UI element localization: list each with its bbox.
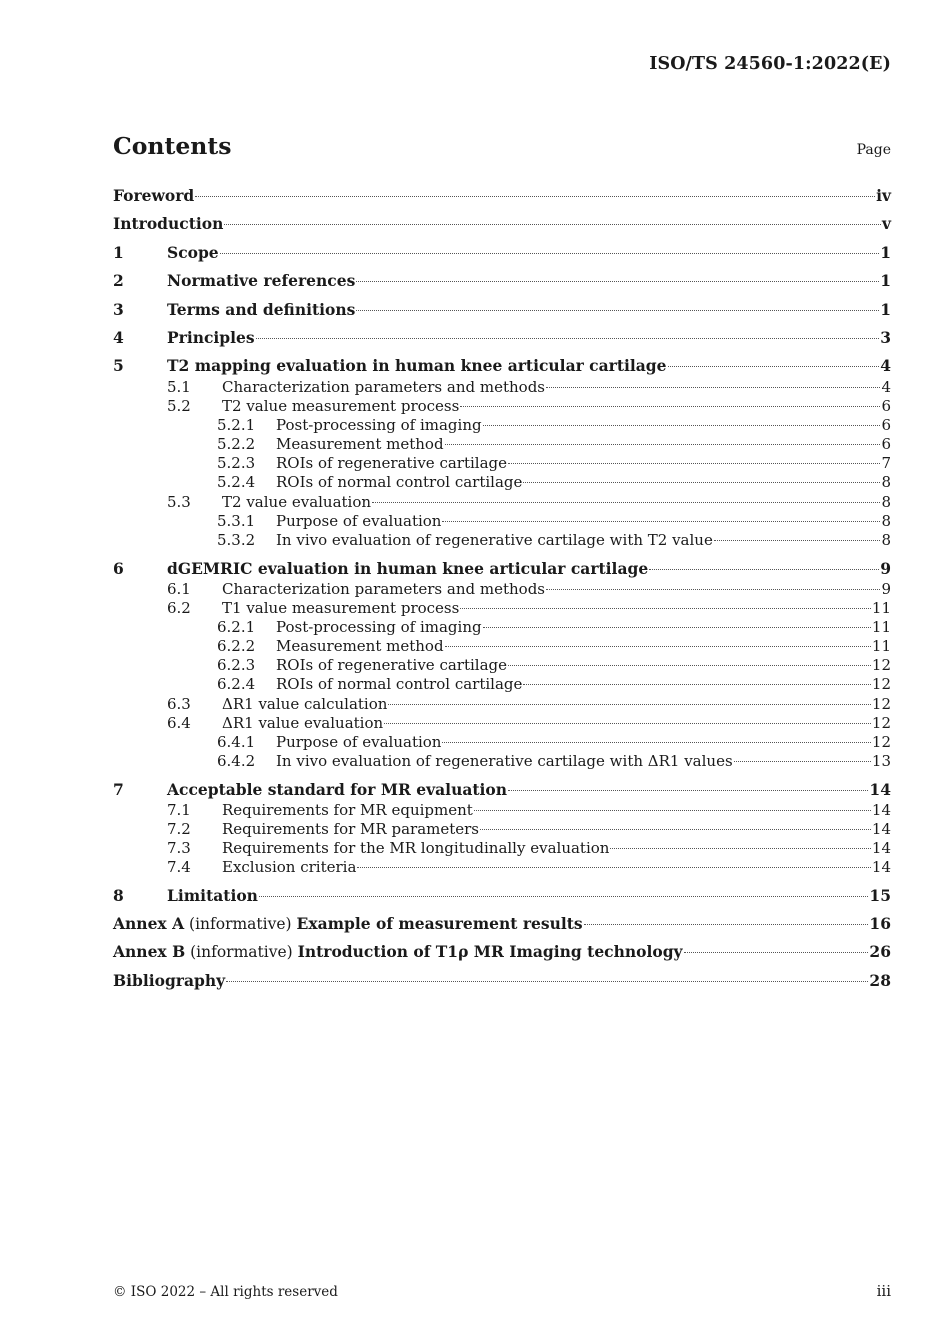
toc-entry-page: 12	[871, 656, 891, 674]
toc-entry-title: ROIs of regenerative cartilage	[276, 656, 508, 674]
toc-entry-page: 12	[871, 675, 891, 693]
dot-leader	[483, 627, 871, 628]
toc-entry-number: 5.3	[167, 493, 191, 511]
dot-leader	[445, 444, 881, 445]
copyright-notice: © ISO 2022 – All rights reserved	[113, 1284, 338, 1300]
page-title: Contents	[113, 132, 232, 160]
toc-entry-number: 6.2.4	[217, 675, 256, 693]
toc-entry-number: 6.2.2	[217, 637, 256, 655]
toc-entry-title: T2 value evaluation	[222, 493, 372, 511]
toc-entry-number: 5.3.1	[217, 512, 256, 530]
toc-entry-title: ROIs of normal control cartilage	[276, 473, 523, 491]
toc-entry-number: 7	[113, 780, 124, 799]
toc-entry[interactable]	[113, 942, 891, 962]
dot-leader	[734, 761, 871, 762]
toc-entry[interactable]	[113, 214, 891, 234]
toc-entry-number: 7.2	[167, 820, 191, 838]
dot-leader	[523, 684, 871, 685]
toc-entry-page: 9	[881, 580, 891, 598]
toc-entry-title: T1 value measurement process	[222, 599, 460, 617]
toc-entry-page: 6	[881, 416, 891, 434]
toc-entry-page: 14	[871, 839, 891, 857]
dot-leader	[256, 338, 880, 339]
toc-entry-title: Requirements for MR parameters	[222, 820, 480, 838]
toc-entry-page: 1	[880, 271, 891, 290]
dot-leader	[460, 608, 871, 609]
dot-leader	[684, 952, 869, 953]
toc-entry[interactable]	[113, 914, 891, 934]
toc-entry[interactable]	[113, 530, 891, 550]
toc-entry[interactable]	[113, 732, 891, 752]
toc-entry-page: 3	[880, 328, 891, 347]
toc-entry-page: 11	[871, 599, 891, 617]
toc-entry-title: Introduction	[113, 214, 224, 233]
toc-entry[interactable]	[113, 579, 891, 599]
toc-entry-title: Acceptable standard for MR evaluation	[167, 780, 508, 799]
toc-entry-number: 2	[113, 271, 124, 290]
dot-leader	[480, 829, 871, 830]
toc-entry-number: 8	[113, 886, 124, 905]
dot-leader	[610, 848, 870, 849]
dot-leader	[668, 366, 880, 367]
toc-entry[interactable]	[113, 453, 891, 473]
annex-note: (informative)	[185, 943, 298, 961]
toc-entry-title: dGEMRIC evaluation in human knee articular cartilage	[167, 559, 649, 578]
toc-entry-number: 5.2	[167, 397, 191, 415]
toc-entry-number: 6.3	[167, 695, 191, 713]
toc-entry-page: 16	[869, 914, 891, 933]
toc-entry-number: 6.4.1	[217, 733, 256, 751]
toc-entry[interactable]	[113, 186, 891, 206]
toc-entry-title: Measurement method	[276, 435, 444, 453]
toc-entry-title: Bibliography	[113, 971, 226, 990]
toc-entry[interactable]	[113, 674, 891, 694]
toc-entry-title: Post-processing of imaging	[276, 416, 482, 434]
toc-entry[interactable]	[113, 694, 891, 714]
toc-entry-number: 6	[113, 559, 124, 578]
dot-leader	[442, 521, 880, 522]
toc-entry[interactable]	[113, 492, 891, 512]
annex-note: (informative)	[184, 915, 297, 933]
toc-entry-title: In vivo evaluation of regenerative cartilage with T2 value	[276, 531, 713, 549]
dot-leader	[523, 482, 880, 483]
dot-leader	[372, 502, 880, 503]
annex-title: Example of measurement results	[296, 914, 583, 933]
toc-entry-page: 11	[871, 637, 891, 655]
toc-entry-number: 5.1	[167, 378, 191, 396]
page-column-label: Page	[856, 142, 891, 158]
toc-entry-title: Purpose of evaluation	[276, 733, 442, 751]
toc-entry-title: Requirements for MR equipment	[222, 801, 473, 819]
toc-entry[interactable]	[113, 886, 891, 906]
toc-entry-page: 26	[869, 942, 891, 961]
toc-entry-page: 14	[871, 820, 891, 838]
toc-entry-number: 5.3.2	[217, 531, 256, 549]
toc-entry-title: ΔR1 value evaluation	[222, 714, 384, 732]
toc-entry[interactable]	[113, 377, 891, 397]
toc-entry-title: Characterization parameters and methods	[222, 580, 545, 598]
toc-entry[interactable]	[113, 655, 891, 675]
toc-entry[interactable]	[113, 617, 891, 637]
toc-entry-page: 7	[881, 454, 891, 472]
toc-entry-title: Principles	[167, 328, 255, 347]
toc-entry-title	[113, 942, 683, 962]
toc-entry-page: 8	[881, 531, 891, 549]
toc-entry-number: 5.2.2	[217, 435, 256, 453]
page-number: iii	[876, 1282, 891, 1300]
toc-entry-title: Characterization parameters and methods	[222, 378, 545, 396]
dot-leader	[259, 896, 868, 897]
toc-entry-number: 5.2.1	[217, 416, 256, 434]
toc-entry-page: 13	[871, 752, 891, 770]
toc-entry-title: ROIs of normal control cartilage	[276, 675, 523, 693]
annex-label: Annex B	[113, 942, 186, 961]
toc-entry[interactable]	[113, 598, 891, 618]
toc-entry[interactable]	[113, 838, 891, 858]
toc-entry-page: 1	[880, 243, 891, 262]
toc-entry-page: 9	[880, 559, 891, 578]
dot-leader	[508, 665, 871, 666]
toc-entry-number: 7.4	[167, 858, 191, 876]
toc-entry-title	[113, 914, 583, 934]
toc-entry-title: Scope	[167, 243, 219, 262]
toc-entry-number: 4	[113, 328, 124, 347]
toc-entry-page: 6	[881, 397, 891, 415]
document-id: ISO/TS 24560-1:2022(E)	[649, 54, 891, 74]
toc-entry-page: v	[881, 214, 891, 233]
toc-entry[interactable]	[113, 819, 891, 839]
dot-leader	[226, 981, 868, 982]
dot-leader	[442, 742, 870, 743]
toc-entry-title: ROIs of regenerative cartilage	[276, 454, 508, 472]
dot-leader	[508, 790, 868, 791]
dot-leader	[508, 463, 880, 464]
dot-leader	[584, 924, 869, 925]
toc-entry-number: 6.4	[167, 714, 191, 732]
toc-entry-page: iv	[876, 186, 891, 205]
toc-entry-title: Exclusion criteria	[222, 858, 357, 876]
toc-entry-number: 6.2.1	[217, 618, 256, 636]
toc-entry-page: 14	[871, 801, 891, 819]
toc-entry[interactable]	[113, 511, 891, 531]
toc-entry-title: Requirements for the MR longitudinally evaluation	[222, 839, 610, 857]
toc-entry[interactable]	[113, 713, 891, 733]
toc-entry-number: 1	[113, 243, 124, 262]
dot-leader	[195, 196, 875, 197]
toc-entry-page: 12	[871, 695, 891, 713]
dot-leader	[546, 387, 880, 388]
toc-entry-page: 1	[880, 300, 891, 319]
toc-entry-page: 4	[880, 356, 891, 375]
dot-leader	[546, 589, 880, 590]
dot-leader	[356, 281, 879, 282]
dot-leader	[357, 867, 870, 868]
toc-entry[interactable]	[113, 415, 891, 435]
toc-entry[interactable]	[113, 800, 891, 820]
toc-entry-number: 6.2	[167, 599, 191, 617]
toc-entry-number: 6.4.2	[217, 752, 256, 770]
annex-title: Introduction of T1ρ MR Imaging technology	[297, 942, 683, 961]
dot-leader	[474, 810, 871, 811]
dot-leader	[356, 310, 879, 311]
dot-leader	[714, 540, 881, 541]
dot-leader	[649, 569, 879, 570]
toc-entry-title: Limitation	[167, 886, 258, 905]
toc-entry-title: Post-processing of imaging	[276, 618, 482, 636]
dot-leader	[384, 723, 871, 724]
toc-entry-title: T2 mapping evaluation in human knee articular cartilage	[167, 356, 667, 375]
toc-entry[interactable]	[113, 434, 891, 454]
toc-entry-number: 5	[113, 356, 124, 375]
toc-entry-page: 14	[871, 858, 891, 876]
toc-entry[interactable]	[113, 751, 891, 771]
toc-entry[interactable]	[113, 971, 891, 991]
toc-entry[interactable]	[113, 472, 891, 492]
toc-entry-page: 12	[871, 733, 891, 751]
toc-entry-page: 15	[869, 886, 891, 905]
toc-entry[interactable]	[113, 356, 891, 376]
toc-entry-page: 8	[881, 512, 891, 530]
toc-entry-page: 6	[881, 435, 891, 453]
toc-entry-page: 4	[881, 378, 891, 396]
toc-entry-page: 8	[881, 493, 891, 511]
dot-leader	[460, 406, 880, 407]
dot-leader	[445, 646, 871, 647]
toc-entry-number: 5.2.3	[217, 454, 256, 472]
toc-entry-number: 3	[113, 300, 124, 319]
toc-entry[interactable]	[113, 857, 891, 877]
toc-entry[interactable]	[113, 636, 891, 656]
dot-leader	[224, 224, 881, 225]
toc-entry-title: ΔR1 value calculation	[222, 695, 388, 713]
toc-entry-page: 28	[869, 971, 891, 990]
toc-entry-number: 5.2.4	[217, 473, 256, 491]
toc-entry-page: 8	[881, 473, 891, 491]
toc-entry-page: 14	[869, 780, 891, 799]
dot-leader	[388, 704, 870, 705]
toc-entry-number: 7.3	[167, 839, 191, 857]
toc-entry-title: In vivo evaluation of regenerative cartilage with ΔR1 values	[276, 752, 733, 770]
toc-entry-title: Measurement method	[276, 637, 444, 655]
toc-entry[interactable]	[113, 300, 891, 320]
toc-entry[interactable]	[113, 559, 891, 579]
toc-entry[interactable]	[113, 243, 891, 263]
toc-entry[interactable]	[113, 780, 891, 800]
toc-entry-number: 7.1	[167, 801, 191, 819]
toc-entry-title: T2 value measurement process	[222, 397, 460, 415]
toc-entry[interactable]	[113, 271, 891, 291]
toc-entry-title: Terms and definitions	[167, 300, 356, 319]
toc-entry-number: 6.1	[167, 580, 191, 598]
toc-entry-title: Purpose of evaluation	[276, 512, 442, 530]
toc-entry-page: 11	[871, 618, 891, 636]
dot-leader	[220, 253, 880, 254]
toc-entry[interactable]	[113, 328, 891, 348]
toc-entry-title: Foreword	[113, 186, 195, 205]
toc-entry-number: 6.2.3	[217, 656, 256, 674]
annex-label: Annex A	[113, 914, 185, 933]
toc-entry-page: 12	[871, 714, 891, 732]
toc-entry-title: Normative references	[167, 271, 356, 290]
toc-entry[interactable]	[113, 396, 891, 416]
dot-leader	[483, 425, 881, 426]
